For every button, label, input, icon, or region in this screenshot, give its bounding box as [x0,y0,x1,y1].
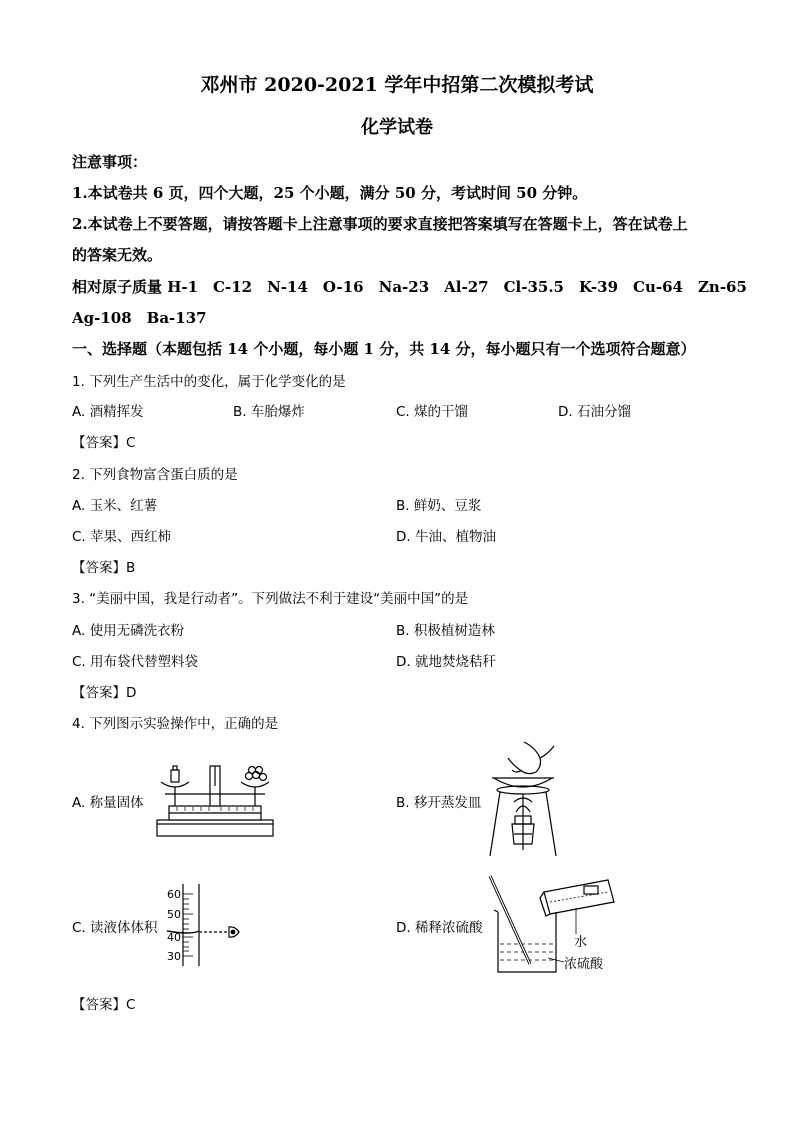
notice-item-2-line-2: 的答案无效。 [72,246,163,264]
notice-heading: 注意事项： [72,153,148,171]
question-4-stem: 4. 下列图示实验操作中，正确的是 [72,716,279,732]
question-4-option-c: C. 读液体体积 [72,920,158,936]
cylinder-tick-label: 50 [167,908,181,921]
question-4-answer [72,993,135,1013]
balance-scale-figure [155,762,275,838]
evaporating-dish-figure [486,740,560,858]
cylinder-tick-label: 40 [167,931,181,944]
question-4-option-b: B. 移开蒸发皿 [396,795,482,811]
graduated-cylinder-figure [163,882,247,968]
answer-tag: 【答案】 [72,435,126,451]
question-2-answer [72,556,135,576]
question-3-option-a: A. 使用无磷洗衣粉 [72,623,185,639]
answer-value: B [126,560,136,576]
question-1-option-c: C. 煤的干馏 [396,404,469,420]
question-3-option-c: C. 用布袋代替塑料袋 [72,654,199,670]
question-2-option-c: C. 苹果、西红柿 [72,529,172,545]
question-2-option-b: B. 鲜奶、豆浆 [396,498,482,514]
question-2-option-a: A. 玉米、红薯 [72,498,158,514]
question-1-option-a: A. 酒精挥发 [72,404,144,420]
cylinder-tick-label: 30 [167,950,181,963]
question-1-answer [72,431,135,451]
notice-item-1: 1.本试卷共 6 页，四个大题，25 个小题，满分 50 分，考试时间 50 分钟。 [72,184,588,202]
question-4-option-a: A. 称量固体 [72,795,144,811]
label-water: 水 [574,935,588,950]
question-4-option-d: D. 稀释浓硫酸 [396,920,483,936]
question-3-option-d: D. 就地焚烧秸秆 [396,654,496,670]
page-title: 邓州市 2020-2021 学年中招第二次模拟考试 [200,74,594,96]
answer-tag: 【答案】 [72,685,126,701]
answer-value: D [126,685,137,701]
answer-tag: 【答案】 [72,997,126,1013]
question-2-option-d: D. 牛油、植物油 [396,529,496,545]
question-1-option-d: D. 石油分馏 [558,404,631,420]
question-3-answer [72,681,136,701]
answer-value: C [126,997,136,1013]
page-subtitle: 化学试卷 [361,117,433,138]
answer-tag: 【答案】 [72,560,126,576]
question-3-stem: 3. “美丽中国，我是行动者”。下列做法不利于建设“美丽中国”的是 [72,591,469,607]
question-1-option-b: B. 车胎爆炸 [233,404,305,420]
notice-item-2-line-1: 2.本试卷上不要答题，请按答题卡上注意事项的要求直接把答案填写在答题卡上，答在试卷上 [72,215,688,233]
section-1-heading: 一、选择题（本题包括 14 个小题，每小题 1 分，共 14 分，每小题只有一个选项符合题意） [72,340,696,358]
question-3-option-b: B. 积极植树造林 [396,623,495,639]
question-2-stem: 2. 下列食物富含蛋白质的是 [72,467,238,483]
atomic-masses-line-2: Ag-108 Ba-137 [72,309,207,327]
question-1-stem: 1. 下列生产生活中的变化，属于化学变化的是 [72,374,346,390]
atomic-masses-line-1: 相对原子质量 H-1 C-12 N-14 O-16 Na-23 Al-27 Cl-35.5 K-39 Cu-64 Zn-65 [72,278,747,296]
dilute-acid-figure [488,872,624,978]
label-concentrated-acid: 浓硫酸 [564,957,604,972]
answer-value: C [126,435,136,451]
cylinder-tick-label: 60 [167,888,181,901]
